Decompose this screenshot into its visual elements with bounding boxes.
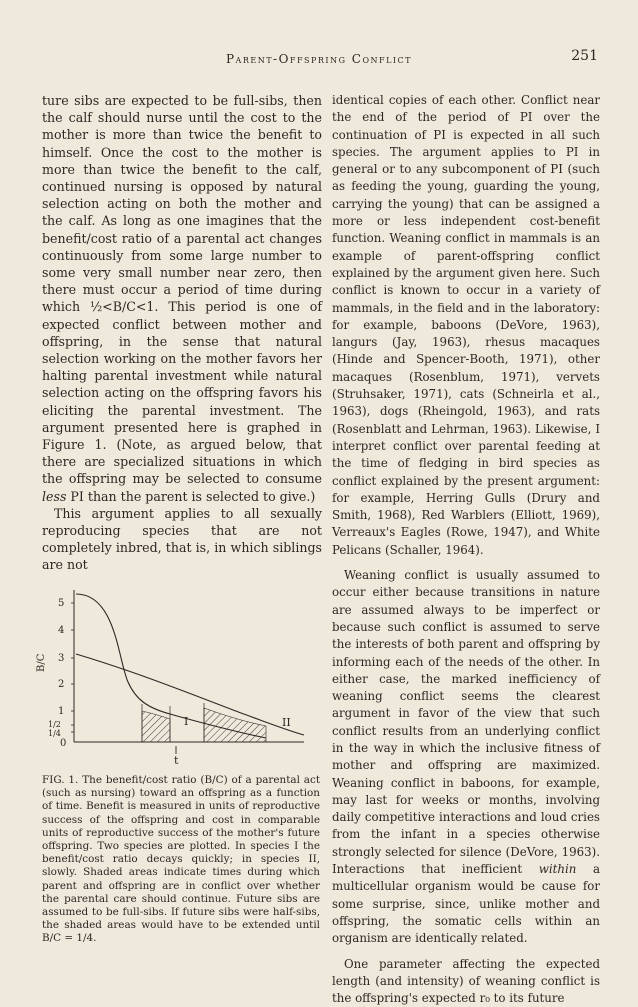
- caption-text: The benefit/cost ratio (B/C) of a parental act (such as nursing) toward an offspring as a function of time. Benefit is measured in units of reproductive success of the offspring and cost in comparable units of reproductive success of the mother's future offspring. Two species are plotted. In species I the benefit/cost ratio decays quickly; in species II, slowly. Shaded areas indicate times during which parent and offspring are in conflict over whether the parental care should continue. Future sibs are assumed to be full-sibs. If future sibs were half-sibs, the shaded areas would have to be extended until B/C = 1/4.: [42, 774, 320, 945]
- right-column: [332, 92, 600, 1007]
- y-tick-label: 4: [58, 625, 65, 636]
- caption-lead: FIG. 1.: [42, 774, 79, 786]
- y-tick-label: 1: [58, 706, 65, 717]
- curve-species-2: [76, 654, 304, 735]
- right-p2-text: Weaning conflict is usually assumed to occur either because transitions in nature are assumed always to be imperfect or because such conflict is assumed to serve the interests of both parent and offspring by informing each of the needs of the other. In either case, the marked inefficiency of weaning conflict seems the clearest argument in favor of the view that such conflict results from an underlying conflict in the way in which the inclusive fitness of mother and offspring are maximized. Weaning conflict in baboons, for example, may last for weeks or months, involving daily competitive interactions and loud cries from the infant in a species otherwise strongly selected for silence (DeVore, 1963). Interactions that inefficient: [332, 568, 600, 877]
- y-tick-label: 3: [58, 653, 65, 664]
- right-p2-tail: a multicellular organism would be cause for some surprise, since, unlike mother and offspring, the somatic cells within an organism are identically related.: [332, 862, 600, 946]
- conflict-region-species-1: [142, 711, 170, 742]
- y-tick-label: 1/4: [48, 729, 61, 738]
- left-paragraph-1: [42, 92, 322, 505]
- y-tick-label: 0: [60, 738, 67, 749]
- right-paragraph-3: One parameter affecting the expected length (and intensity) of weaning conflict is the offspring's expected r₀ to its future: [332, 956, 600, 1006]
- curve-label-species-2: II: [282, 716, 291, 729]
- y-tick-label: 2: [58, 679, 65, 690]
- figure-caption: [42, 774, 320, 946]
- curve-label-species-1: I: [184, 715, 189, 728]
- running-header: Parent-Offspring Conflict: [225, 52, 413, 66]
- right-paragraph-1: identical copies of each other. Conflict near the end of the period of PI over the continuation of PI is expected in all such species. The argument applies to PI in general or to any subcomponent of PI (such as feeding the young, guarding the young, carrying the young) that can be assigned a more or less independent cost-benefit function. Weaning conflict in mammals is an example of parent-offspring conflict explained by the argument given here. Such conflict is known to occur in a variety of mammals, in the field and in the laboratory: for example, baboons (DeVore, 1963), langurs (Jay, 1963), rhesus macaques (Hinde and Spencer-Booth, 1971), other macaques (Rosenblum, 1971), vervets (Struhsaker, 1971), cats (Schneirla et al., 1963), dogs (Rheingold, 1963), and rats (Rosenblatt and Lehrman, 1963). Likewise, I interpret conflict over parental feeding at the time of fledging in bird species as conflict explained by the present argument: for example, Herring Gulls (Drury and Smith, 1968), Red Warblers (Elliott, 1969), Verreaux's Eagles (Rowe, 1947), and White Pelicans (Schaller, 1964).: [332, 93, 600, 557]
- right-p2-emphasis: within: [538, 862, 577, 877]
- y-tick-label: 5: [58, 598, 65, 609]
- left-p1-text: ture sibs are expected to be full-sibs, then the calf should nurse until the cost to the mother is more than twice the benefit to himself. Once the cost to the mother is more than twice the benefit to the calf, continued nursing is opposed by natural selection acting on both the mother and the calf. As long as one imagines that the benefit/cost ratio of a parental act changes continuously from some large number to some very small number near zero, then there must occur a period of time during which ½<B/C<1. This period is one of expected conflict between mother and offspring, in the sense that natural selection working on the mother favors her halting parental investment while natural selection acting on the offspring favors his eliciting the parental investment. The argument presented here is graphed in Figure 1. (Note, as argued below, that there are specialized situations in which the offspring may be selected to consume: [42, 93, 322, 487]
- left-paragraph-2: This argument applies to all sexually reproducing species that are not completely inbred, that is, in which siblings are not: [42, 505, 322, 573]
- left-p1-tail: PI than the parent is selected to give.): [66, 488, 316, 504]
- figure-1-graph: [36, 580, 326, 775]
- y-tick-label: 1/2: [48, 720, 61, 729]
- left-p1-emphasis: less: [42, 488, 67, 504]
- curve-species-1: [76, 594, 266, 738]
- left-column: [42, 92, 322, 574]
- right-paragraph-2: [332, 567, 600, 948]
- time-marker-label: t: [174, 754, 179, 767]
- conflict-region-species-2: [204, 708, 266, 742]
- y-axis-label: B/C: [36, 653, 47, 672]
- page-number: 251: [571, 48, 598, 64]
- figure-1: [36, 580, 326, 775]
